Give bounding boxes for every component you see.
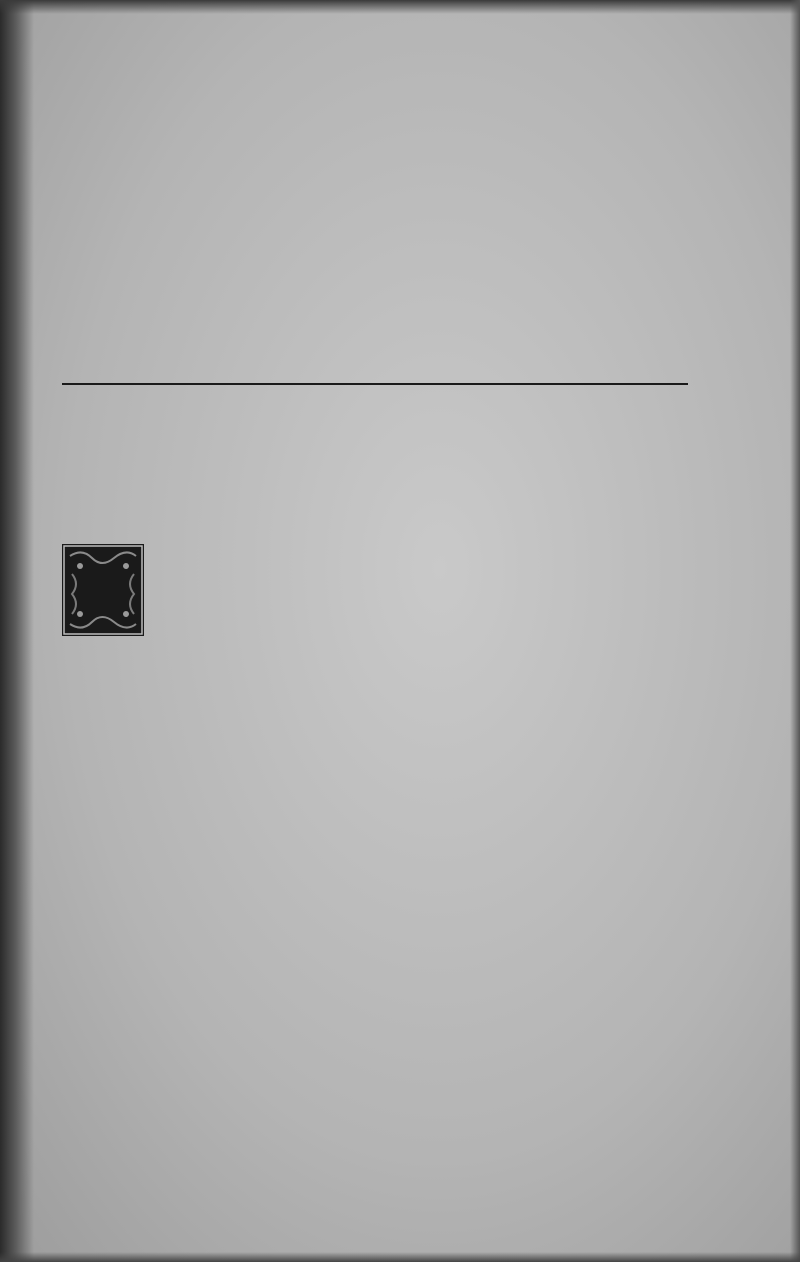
- page-binding-shadow: [0, 0, 34, 1262]
- drop-cap-ornament-icon: [62, 544, 144, 636]
- page-bottom-shadow: [0, 1252, 800, 1262]
- section-rule: [62, 383, 688, 385]
- running-head: [60, 28, 760, 68]
- ornamental-drop-cap: [62, 544, 144, 636]
- page-top-shadow: [0, 0, 800, 14]
- page-right-shadow: [790, 0, 800, 1262]
